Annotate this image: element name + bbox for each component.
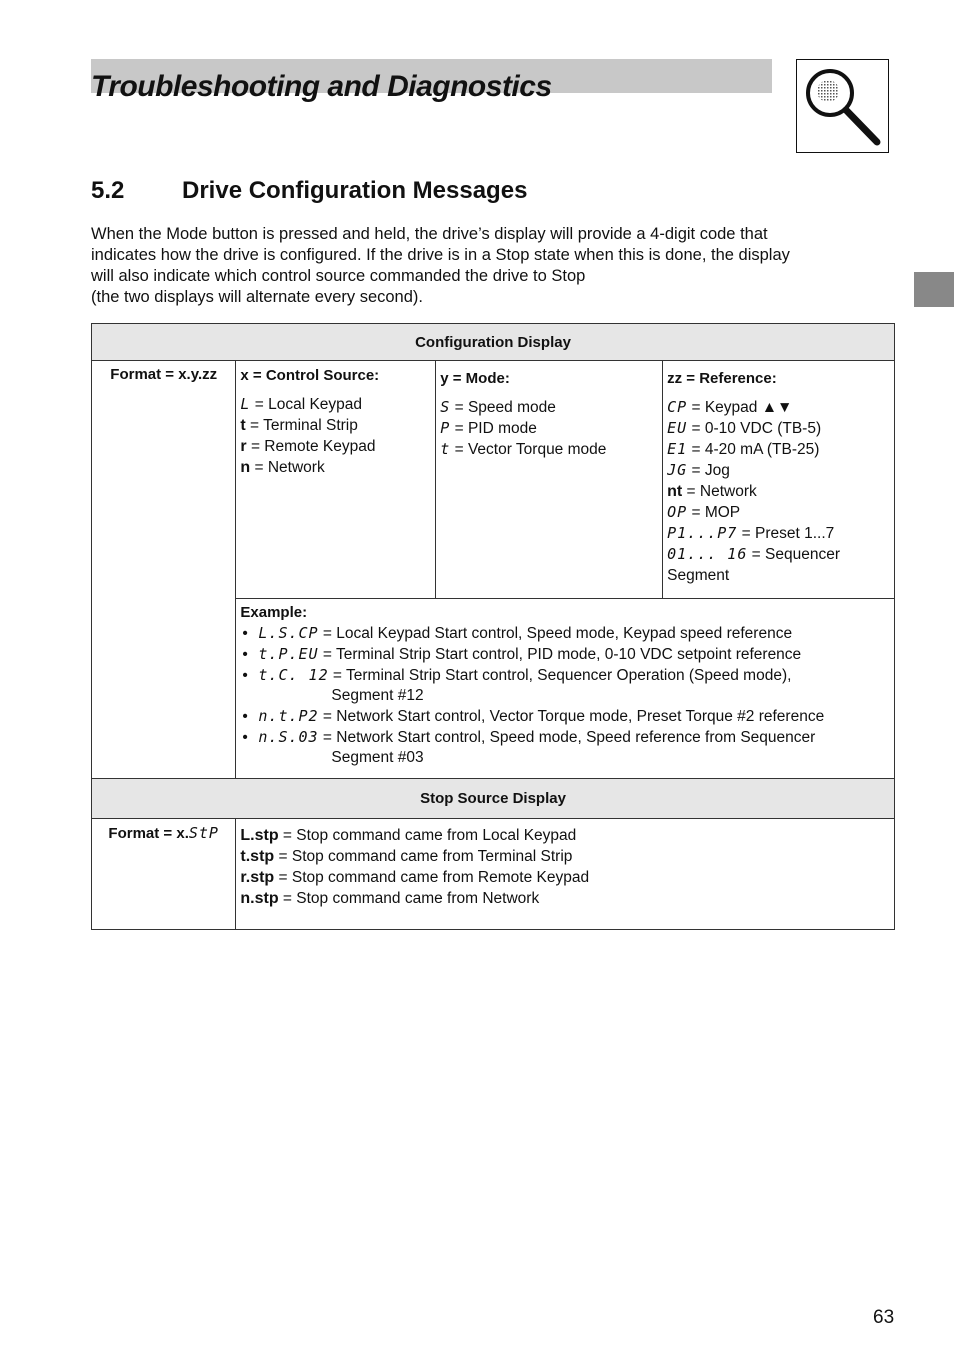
mode-heading: y = Mode: (440, 370, 510, 387)
reference-item: E1 = 4-20 mA (TB-25) (667, 440, 820, 458)
example-item: • L.S.CP = Local Keypad Start control, Speed mode, Keypad speed reference (242, 624, 793, 642)
mode-item: t = Vector Torque mode (440, 440, 607, 458)
stop-source-item: L.stp = Stop command came from Local Keypad (240, 827, 577, 844)
stop-source-item: n.stp = Stop command came from Network (240, 890, 540, 907)
control-source-item: t = Terminal Strip (240, 417, 358, 434)
page-title: Troubleshooting and Diagnostics (91, 70, 552, 103)
intro-line: will also indicate which control source commanded the drive to Stop (91, 267, 586, 285)
configuration-table (91, 323, 895, 930)
mode-cell (436, 361, 663, 599)
example-item: • t.P.EU = Terminal Strip Start control, PID mode, 0-10 VDC setpoint reference (242, 645, 802, 663)
configuration-display-heading: Configuration Display (92, 324, 895, 361)
stop-source-item: t.stp = Stop command came from Terminal Strip (240, 848, 573, 865)
reference-item: nt = Network (667, 483, 757, 500)
section-heading (91, 177, 527, 205)
stop-source-item: r.stp = Stop command came from Remote Keypad (240, 869, 590, 886)
example-heading: Example: (240, 604, 308, 621)
example-continuation: Segment #03 (331, 749, 424, 766)
reference-heading: zz = Reference: (667, 370, 777, 387)
page-number: 63 (873, 1307, 895, 1328)
magnifier-icon (796, 59, 889, 153)
stop-source-heading: Stop Source Display (92, 779, 895, 819)
reference-cell (663, 361, 895, 599)
section-number: 5.2 (91, 177, 125, 204)
intro-line: When the Mode button is pressed and held, the drive’s display will provide a 4-digit code that (91, 225, 768, 243)
reference-item: OP = MOP (667, 503, 741, 521)
example-item: • n.S.03 = Network Start control, Speed mode, Speed reference from Sequencer (242, 728, 816, 746)
reference-item: JG = Jog (667, 461, 730, 479)
reference-item: P1...P7 = Preset 1...7 (667, 524, 835, 542)
stop-source-cell (236, 819, 895, 930)
intro-paragraph (91, 224, 891, 308)
intro-line: indicates how the drive is configured. If the drive is in a Stop state when this is done, the display (91, 246, 790, 264)
control-source-item: r = Remote Keypad (240, 438, 376, 455)
mode-item: P = PID mode (440, 419, 537, 437)
example-item: • n.t.P2 = Network Start control, Vector Torque mode, Preset Torque #2 reference (242, 707, 825, 725)
reference-continuation: Segment (667, 567, 730, 584)
stop-format-label: Format = x.StP (92, 819, 236, 930)
reference-item: 01... 16 = Sequencer (667, 545, 840, 563)
intro-line: (the two displays will alternate every second). (91, 288, 423, 306)
example-cell (236, 599, 895, 779)
config-format-label: Format = x.y.zz (92, 361, 236, 779)
control-source-heading: x = Control Source: (240, 367, 380, 384)
section-title: Drive Configuration Messages (182, 177, 528, 204)
example-item: • t.C. 12 = Terminal Strip Start control, Sequencer Operation (Speed mode), (242, 666, 792, 684)
control-source-item: L = Local Keypad (240, 395, 363, 413)
reference-item: EU = 0-10 VDC (TB-5) (667, 419, 822, 437)
example-continuation: Segment #12 (331, 687, 424, 704)
chapter-tab (914, 272, 954, 307)
control-source-cell (236, 361, 436, 599)
reference-item: CP = Keypad ▲▼ (667, 398, 793, 416)
control-source-item: n = Network (240, 459, 325, 476)
mode-item: S = Speed mode (440, 398, 556, 416)
